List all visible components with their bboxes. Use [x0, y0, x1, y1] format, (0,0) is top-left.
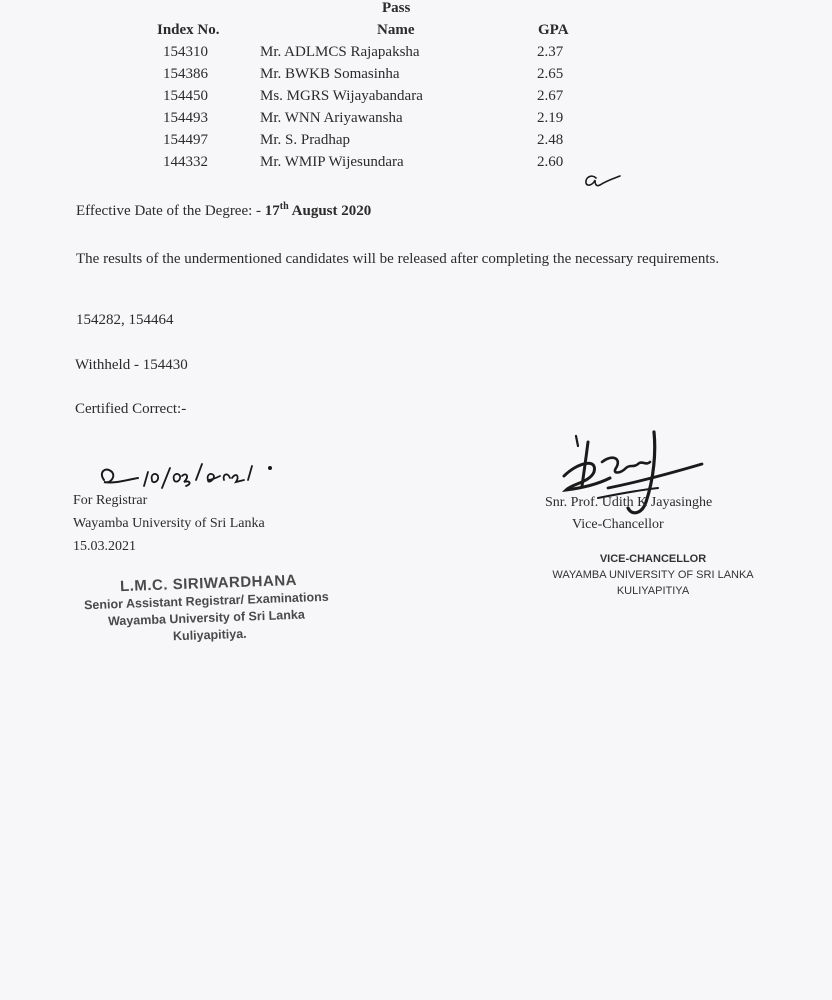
row-gpa: 2.19: [537, 110, 564, 126]
row-name: Mr. WMIP Wijesundara: [260, 154, 404, 170]
row-name: Ms. MGRS Wijayabandara: [260, 88, 423, 104]
row-gpa: 2.60: [537, 154, 564, 170]
row-gpa: 2.48: [537, 132, 564, 148]
row-name: Mr. S. Pradhap: [260, 132, 350, 148]
table-row: [0, 132, 832, 154]
effective-day: 17: [264, 203, 280, 219]
row-index: 154386: [163, 66, 208, 82]
vc-stamp-title: VICE-CHANCELLOR: [599, 553, 707, 565]
vice-chancellor-name: Snr. Prof. Udith K Jayasinghe: [545, 495, 713, 510]
row-gpa: 2.65: [537, 66, 564, 82]
table-row: [0, 88, 832, 110]
table-row: [0, 110, 832, 132]
row-index: 154310: [163, 44, 208, 60]
column-header-gpa: GPA: [538, 22, 569, 38]
stamp-officer-name: L.M.C. SIRIWARDHANA: [119, 571, 298, 596]
vc-stamp-university: WAYAMBA UNIVERSITY OF SRI LANKA: [552, 569, 754, 581]
row-name: Mr. BWKB Somasinha: [260, 66, 400, 82]
vc-stamp-city: KULIYAPITIYA: [616, 585, 690, 597]
table-row: [0, 44, 832, 66]
effective-month-year: August 2020: [291, 203, 372, 219]
row-index: 154493: [163, 110, 208, 126]
release-note: The results of the undermentioned candidates will be released after completing the necessary requirements.: [76, 251, 720, 267]
stamp-university: Wayamba University of Sri Lanka: [107, 607, 306, 629]
for-registrar-label: For Registrar: [73, 493, 148, 508]
handwritten-initial-mark: [582, 168, 624, 192]
stamp-officer-title: Senior Assistant Registrar/ Examinations: [83, 589, 329, 613]
effective-date-value: [265, 203, 371, 219]
pass-heading: Pass: [382, 0, 411, 16]
row-index: 154450: [163, 88, 208, 104]
registrar-date: 15.03.2021: [73, 539, 136, 554]
effective-date-line: [76, 201, 371, 220]
withheld-line: Withheld - 154430: [75, 357, 188, 373]
row-index: 144332: [163, 154, 208, 170]
table-row: [0, 66, 832, 88]
column-header-name: Name: [377, 22, 415, 38]
row-gpa: 2.37: [537, 44, 564, 60]
column-header-index: Index No.: [157, 22, 220, 38]
effective-date-label: Effective Date of the Degree: -: [76, 203, 262, 219]
row-name: Mr. WNN Ariyawansha: [260, 110, 403, 126]
row-index: 154497: [163, 132, 208, 148]
row-gpa: 2.67: [537, 88, 564, 104]
pending-indexes: 154282, 154464: [76, 312, 174, 328]
table-row: [0, 154, 832, 176]
stamp-city: Kuliyapitiya.: [172, 626, 247, 644]
vice-chancellor-title: Vice-Chancellor: [572, 517, 664, 532]
row-name: Mr. ADLMCS Rajapaksha: [260, 44, 420, 60]
registrar-university: Wayamba University of Sri Lanka: [73, 516, 265, 531]
certified-correct-label: Certified Correct:-: [75, 401, 187, 417]
effective-day-suffix: th: [279, 201, 289, 212]
